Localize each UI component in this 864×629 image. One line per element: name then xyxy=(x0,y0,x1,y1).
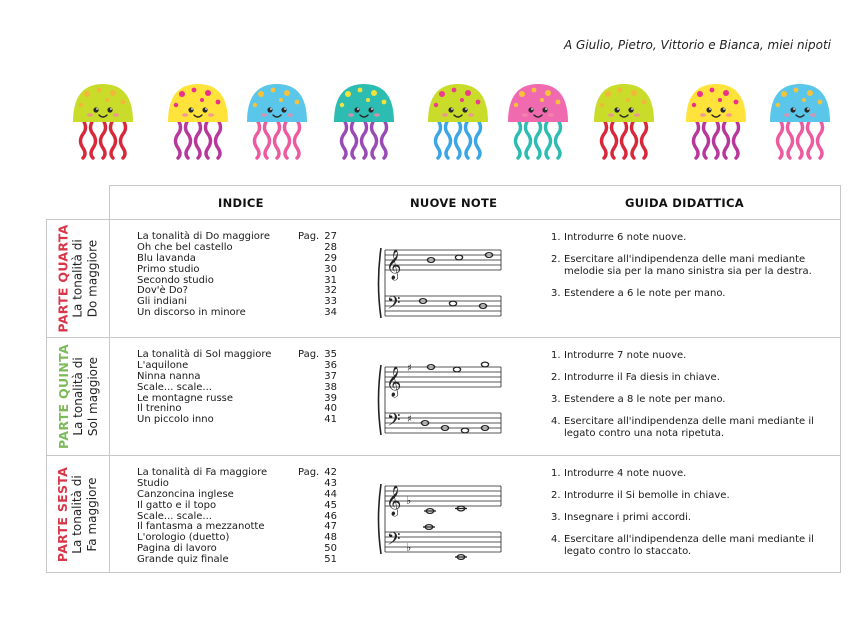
table-border-top xyxy=(109,185,841,186)
part-sesta-label xyxy=(47,455,109,573)
guide-text: Introdurre 6 note nuove. xyxy=(564,232,687,243)
guide-text: Introdurre 7 note nuove. xyxy=(564,350,687,361)
grand-staff-do-icon xyxy=(373,240,505,326)
page-number: 51 xyxy=(324,554,337,566)
header-indice: INDICE xyxy=(218,196,264,210)
list-item xyxy=(137,415,337,426)
guide-text: Introdurre 4 note nuove. xyxy=(564,468,687,479)
guide-item xyxy=(551,416,836,440)
guide-number: 3. xyxy=(551,394,561,405)
guide-number: 2. xyxy=(551,372,561,383)
pag-label: Pag. xyxy=(298,231,320,242)
page-number: 27 xyxy=(324,231,337,242)
page-number: 47 xyxy=(324,521,337,533)
part-title: PARTE QUINTA xyxy=(55,343,71,449)
song-title: Le montagne russe xyxy=(137,392,234,404)
guide-item xyxy=(551,288,836,300)
page-number: 40 xyxy=(324,403,337,415)
part-subtitle-line1: La tonalità di xyxy=(70,238,85,318)
jellyfish-6-icon xyxy=(498,78,578,164)
part-title: PARTE SESTA xyxy=(55,466,71,562)
page-number: 45 xyxy=(324,499,337,511)
song-title: Scale... scale... xyxy=(137,510,212,522)
song-title: Un piccolo inno xyxy=(137,414,214,426)
guide-text: Esercitare all'indipendenza delle mani mediante il legato contro lo staccato. xyxy=(564,534,814,557)
song-list-quarta xyxy=(137,232,337,319)
table-border-right xyxy=(840,185,841,573)
page-number: 48 xyxy=(324,532,337,544)
song-title: Canzoncina inglese xyxy=(137,488,234,500)
header-divider xyxy=(46,219,841,220)
guide-number: 3. xyxy=(551,288,561,299)
guide-item xyxy=(551,468,836,480)
jellyfish-9-icon xyxy=(760,78,840,164)
svg-text:♯: ♯ xyxy=(407,363,412,374)
dedication: A Giulio, Pietro, Vittorio e Bianca, miei nipoti xyxy=(564,38,831,52)
row-divider xyxy=(46,337,841,338)
jellyfish-4-icon xyxy=(324,78,404,164)
song-title: L'aquilone xyxy=(137,359,189,371)
svg-text:𝄞: 𝄞 xyxy=(386,250,402,280)
row-divider xyxy=(46,455,841,456)
page-number: 28 xyxy=(324,241,337,253)
page-number: 39 xyxy=(324,392,337,404)
guide-text: Estendere a 8 le note per mano. xyxy=(564,394,726,405)
guide-quarta xyxy=(551,232,836,310)
page-number: 44 xyxy=(324,488,337,500)
part-title: PARTE QUARTA xyxy=(55,223,71,333)
guide-text: Esercitare all'indipendenza delle mani mediante melodie sia per la mano sinistra sia per la destra. xyxy=(564,254,812,277)
song-list-sesta xyxy=(137,468,337,566)
part-subtitle-line2: Fa maggiore xyxy=(85,477,100,551)
guide-quinta xyxy=(551,350,836,450)
pag-label: Pag. xyxy=(298,467,320,478)
svg-text:𝄞: 𝄞 xyxy=(386,486,402,516)
table-border-bottom xyxy=(46,572,841,573)
svg-text:𝄞: 𝄞 xyxy=(386,367,402,397)
page-number: 43 xyxy=(324,477,337,489)
jellyfish-3-icon xyxy=(237,78,317,164)
guide-item xyxy=(551,534,836,558)
song-title: Oh che bel castello xyxy=(137,241,233,253)
jellyfish-2-icon xyxy=(158,78,238,164)
page-number: 29 xyxy=(324,252,337,264)
guide-item xyxy=(551,350,836,362)
song-title: Il gatto e il topo xyxy=(137,499,217,511)
song-title: L'orologio (duetto) xyxy=(137,532,230,544)
page-number: 36 xyxy=(324,359,337,371)
page-number: 32 xyxy=(324,285,337,297)
guide-number: 4. xyxy=(551,534,561,545)
guide-number: 2. xyxy=(551,490,561,501)
page-number: 33 xyxy=(324,296,337,308)
song-title: Primo studio xyxy=(137,263,200,275)
part-quinta-label xyxy=(47,337,109,455)
svg-text:♭: ♭ xyxy=(406,494,412,507)
song-title: La tonalità di Do maggiore xyxy=(137,231,270,242)
page-number: 37 xyxy=(324,370,337,382)
jellyfish-row xyxy=(0,78,864,168)
list-item xyxy=(137,501,337,512)
guide-item xyxy=(551,490,836,502)
guide-number: 1. xyxy=(551,350,561,361)
page-number: 35 xyxy=(324,349,337,360)
guide-text: Insegnare i primi accordi. xyxy=(564,512,692,523)
guide-number: 1. xyxy=(551,468,561,479)
song-title: Pagina di lavoro xyxy=(137,543,217,555)
header-guida-didattica: GUIDA DIDATTICA xyxy=(625,196,744,210)
guide-item xyxy=(551,372,836,384)
page-number: 31 xyxy=(324,274,337,286)
guide-text: Introdurre il Fa diesis in chiave. xyxy=(564,372,720,383)
list-item xyxy=(137,265,337,276)
song-title: Ninna nanna xyxy=(137,370,201,382)
guide-text: Estendere a 6 le note per mano. xyxy=(564,288,726,299)
page-number: 50 xyxy=(324,543,337,555)
page-number: 38 xyxy=(324,381,337,393)
song-title: Il fantasma a mezzanotte xyxy=(137,521,265,533)
guide-item xyxy=(551,254,836,278)
part-subtitle-line2: Do maggiore xyxy=(85,239,100,317)
guide-number: 1. xyxy=(551,232,561,243)
guide-text: Introdurre il Si bemolle in chiave. xyxy=(564,490,730,501)
page-number: 30 xyxy=(324,263,337,275)
song-title: Un discorso in minore xyxy=(137,307,246,319)
svg-text:𝄢: 𝄢 xyxy=(387,410,401,434)
jellyfish-7-icon xyxy=(584,78,664,164)
page-number: 42 xyxy=(324,467,337,478)
grand-staff-fa-icon xyxy=(373,476,505,562)
guide-number: 2. xyxy=(551,254,561,265)
guide-item xyxy=(551,232,836,244)
grand-staff-sol-icon xyxy=(373,357,505,443)
guide-item xyxy=(551,394,836,406)
column-divider xyxy=(109,185,110,573)
part-quarta-label xyxy=(47,219,109,337)
song-title: La tonalità di Fa maggiore xyxy=(137,467,268,478)
song-title: Il trenino xyxy=(137,403,182,415)
list-item xyxy=(137,308,337,319)
song-title: Blu lavanda xyxy=(137,252,196,264)
song-title: Grande quiz finale xyxy=(137,554,229,566)
song-title: Secondo studio xyxy=(137,274,214,286)
part-subtitle-line1: La tonalità di xyxy=(70,356,85,436)
svg-text:♭: ♭ xyxy=(406,541,412,554)
song-title: Scale... scale... xyxy=(137,381,212,393)
jellyfish-8-icon xyxy=(676,78,756,164)
guide-item xyxy=(551,512,836,524)
svg-text:♯: ♯ xyxy=(407,414,412,425)
pag-label: Pag. xyxy=(298,349,320,360)
header-nuove-note: NUOVE NOTE xyxy=(410,196,498,210)
svg-text:𝄢: 𝄢 xyxy=(387,293,401,317)
song-list-quinta xyxy=(137,350,337,426)
guide-number: 4. xyxy=(551,416,561,427)
song-title: La tonalità di Sol maggiore xyxy=(137,349,272,360)
guide-number: 3. xyxy=(551,512,561,523)
guide-sesta xyxy=(551,468,836,568)
song-title: Gli indiani xyxy=(137,296,187,308)
song-title: Dov'è Do? xyxy=(137,285,188,297)
guide-text: Esercitare all'indipendenza delle mani mediante il legato contro una nota ripetuta. xyxy=(564,416,814,439)
page-number: 34 xyxy=(324,307,337,319)
jellyfish-5-icon xyxy=(418,78,498,164)
page-number: 41 xyxy=(324,414,337,426)
list-item xyxy=(137,555,337,566)
page-number: 46 xyxy=(324,510,337,522)
song-title: Studio xyxy=(137,477,169,489)
part-subtitle-line1: La tonalità di xyxy=(70,474,85,554)
svg-text:𝄢: 𝄢 xyxy=(387,529,401,553)
jellyfish-1-icon xyxy=(63,78,143,164)
list-item xyxy=(137,383,337,394)
part-subtitle-line2: Sol maggiore xyxy=(85,356,100,436)
